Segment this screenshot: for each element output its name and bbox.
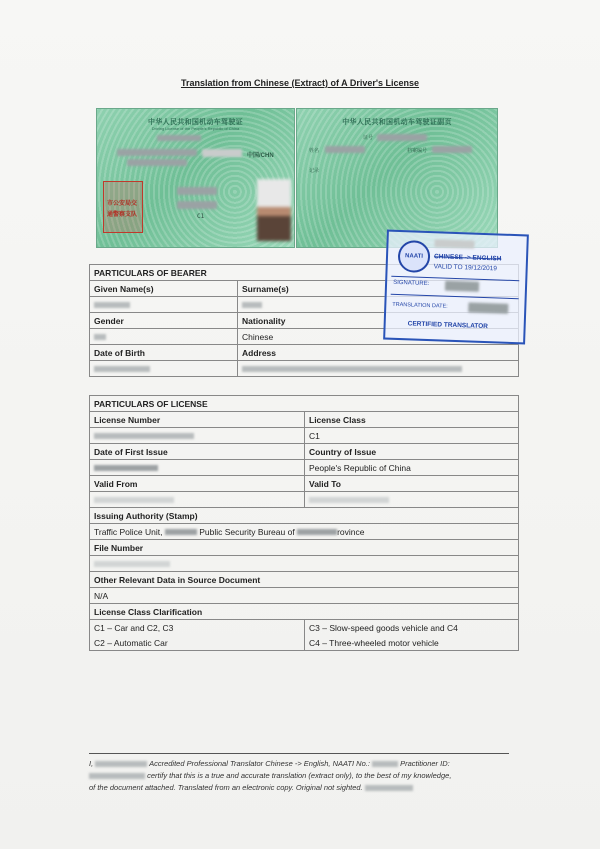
class-clarification-item: C2 – Automatic Car [90, 635, 305, 651]
license-front-title: 中华人民共和国机动车驾驶证 [148, 119, 243, 126]
redaction [309, 497, 389, 503]
redaction [94, 433, 194, 439]
bearer-photo [257, 179, 291, 241]
nationality-label: Nationality [238, 313, 519, 329]
stamp-translation-date-label: TRANSLATION DATE: [392, 301, 448, 310]
first-issue-label: Date of First Issue [90, 444, 305, 460]
redaction [468, 302, 508, 313]
footer-text: Practitioner ID: [400, 759, 450, 768]
bearer-heading: PARTICULARS OF BEARER [90, 265, 519, 281]
redaction [94, 465, 158, 471]
nationality-value: Chinese [238, 329, 519, 345]
license-class-field: C1 [197, 213, 205, 220]
document-title: Translation from Chinese (Extract) of A Driver's License [180, 78, 420, 88]
translator-certification [89, 758, 509, 794]
redaction [95, 761, 147, 767]
redaction [94, 366, 150, 372]
file-number-value [90, 556, 519, 572]
other-data-label: Other Relevant Data in Source Document [90, 572, 519, 588]
redaction [94, 497, 174, 503]
license-back-image [296, 108, 498, 248]
back-label-number: 证号 [363, 135, 374, 141]
dob-label: Date of Birth [90, 345, 238, 361]
issuing-authority-label: Issuing Authority (Stamp) [90, 508, 519, 524]
stamp-valid-to: VALID TO 19/12/2019 [433, 263, 498, 273]
footer-text: certify that this is a true and accurate translation (extract only), to the best of my knowledge, [147, 771, 452, 780]
issuing-authority-value [90, 524, 519, 540]
footer-divider [89, 753, 509, 754]
redaction [94, 334, 106, 340]
redaction [297, 529, 337, 535]
back-label-name: 姓名 [309, 148, 320, 154]
redaction [325, 146, 365, 153]
redaction [177, 201, 217, 209]
class-clarification-label: License Class Clarification [90, 604, 519, 620]
address-label: Address [238, 345, 519, 361]
police-stamp-seal [103, 181, 143, 233]
redaction [365, 785, 413, 791]
back-label-record: 记录 [309, 168, 320, 174]
first-issue-value [90, 460, 305, 476]
class-clarification-item: C1 – Car and C2, C3 [90, 620, 305, 636]
license-back-title: 中华人民共和国机动车驾驶证副页 [342, 119, 452, 126]
license-class-label: License Class [305, 412, 519, 428]
authority-part: rovince [337, 526, 365, 537]
license-front-image [96, 108, 295, 248]
footer-text: Accredited Professional Translator Chinese -> English, NAATI No.: [149, 759, 370, 768]
dob-value [90, 361, 238, 377]
valid-from-label: Valid From [90, 476, 305, 492]
redaction [434, 239, 474, 248]
license-front-subtitle: Driving License of the People's Republic of China [151, 126, 240, 131]
redaction [94, 302, 130, 308]
valid-from-value [90, 492, 305, 508]
gender-label: Gender [90, 313, 238, 329]
license-heading: PARTICULARS OF LICENSE [90, 396, 519, 412]
redaction [372, 761, 398, 767]
license-class-value: C1 [305, 428, 519, 444]
naati-certification-stamp [383, 230, 529, 345]
naati-logo-icon: NAATI [397, 240, 430, 273]
surname-label: Surname(s) [238, 281, 519, 297]
valid-to-label: Valid To [305, 476, 519, 492]
other-data-value: N/A [90, 588, 519, 604]
seal-text-line: 通警察支队 [107, 212, 138, 218]
gender-value [90, 329, 238, 345]
given-name-label: Given Name(s) [90, 281, 238, 297]
redaction [202, 149, 242, 157]
license-country: 中国/CHN [247, 153, 274, 159]
redaction [242, 302, 262, 308]
footer-text: I, [89, 759, 94, 768]
redaction [177, 187, 217, 195]
given-name-value [90, 297, 238, 313]
class-clarification-item: C4 – Three-wheeled motor vehicle [305, 635, 519, 651]
redaction [165, 529, 197, 535]
redaction [117, 149, 197, 156]
stamp-certified-translator: CERTIFIED TRANSLATOR [407, 320, 489, 331]
stamp-direction: CHINESE -> ENGLISH [433, 253, 502, 263]
license-number-value [90, 428, 305, 444]
stamp-divider [391, 294, 519, 299]
class-clarification-item: C3 – Slow-speed goods vehicle and C4 [305, 620, 519, 636]
authority-part: Public Security Bureau of [199, 526, 295, 537]
country-of-issue-label: Country of Issue [305, 444, 519, 460]
file-number-label: File Number [90, 540, 519, 556]
redaction [445, 281, 479, 292]
redaction [89, 773, 145, 779]
redaction [377, 134, 427, 141]
license-number-label: License Number [90, 412, 305, 428]
footer-text: of the document attached. Translated from an electronic copy. Original not sighted. [89, 783, 363, 792]
license-particulars-table [89, 395, 519, 651]
redaction [432, 146, 472, 153]
seal-text-line: 市公安局交 [107, 201, 138, 207]
country-of-issue-value: People's Republic of China [305, 460, 519, 476]
redaction [127, 159, 187, 166]
address-value [238, 361, 519, 377]
authority-part: Traffic Police Unit, [94, 526, 163, 537]
redaction [242, 366, 462, 372]
redaction [157, 135, 201, 141]
stamp-signature-label: SIGNATURE: [393, 279, 430, 288]
redaction [94, 561, 170, 567]
valid-to-value [305, 492, 519, 508]
back-label-file: 档案编号 [407, 148, 428, 154]
